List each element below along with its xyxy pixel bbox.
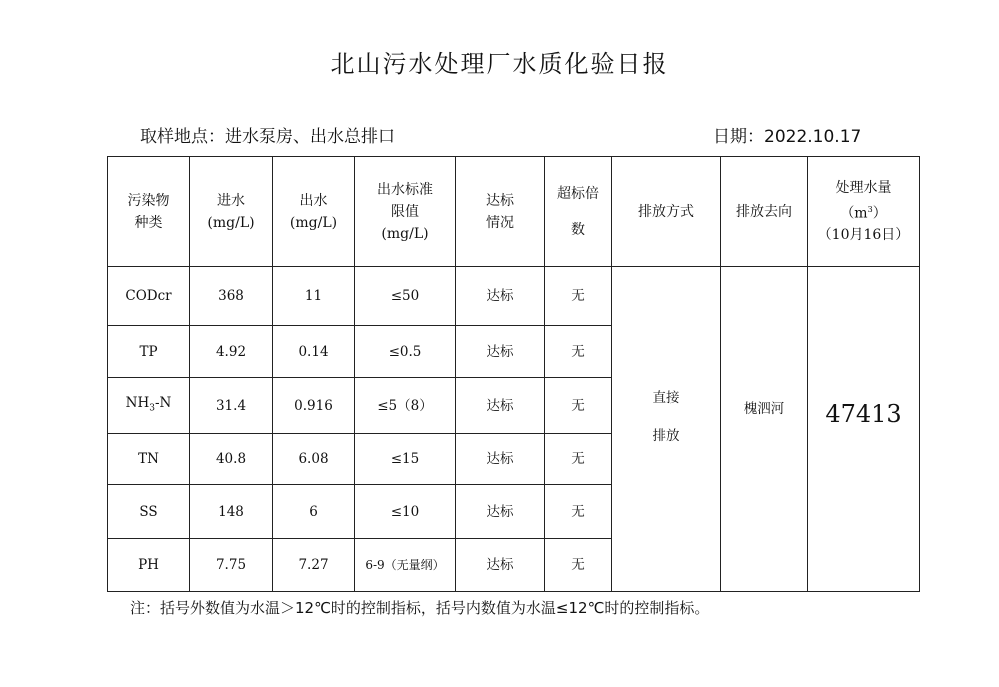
discharge-dest-cell [721, 267, 808, 592]
header-volume-unit-open: （m [840, 205, 868, 222]
header-limit-line2: 限值 [391, 203, 419, 220]
header-volume-unit-close: ） [872, 205, 887, 222]
exceed-cell: 无 [545, 378, 612, 434]
header-volume-line2 [808, 199, 919, 225]
pollutant-cell: PH [108, 539, 190, 592]
influent-cell: 148 [190, 485, 273, 539]
header-compliance [456, 157, 545, 267]
compliance-cell: 达标 [456, 539, 545, 592]
effluent-cell: 0.916 [273, 378, 355, 434]
exceed-cell: 无 [545, 539, 612, 592]
influent-cell: 31.4 [190, 378, 273, 434]
exceed-cell: 无 [545, 326, 612, 378]
exceed-cell: 无 [545, 434, 612, 485]
limit-cell: 6-9（无量纲） [355, 539, 456, 592]
header-influent [190, 157, 273, 267]
volume-cell [808, 267, 920, 592]
header-limit-line1: 出水标准 [377, 181, 433, 198]
pollutant-tail: -N [154, 394, 172, 411]
header-exceed-line1: 超标倍 [557, 185, 599, 202]
influent-cell: 40.8 [190, 434, 273, 485]
pollutant-cell [108, 378, 190, 434]
header-pollutant-line2: 种类 [134, 214, 163, 231]
sampling-location: 取样地点：进水泵房、出水总排口 [140, 127, 395, 147]
limit-cell: ≤15 [355, 434, 456, 485]
effluent-cell: 6 [273, 485, 355, 539]
table-row [108, 267, 920, 326]
discharge-method-cell [612, 267, 721, 592]
header-pollutant [108, 157, 190, 267]
limit-cell: ≤5（8） [355, 378, 456, 434]
effluent-cell: 0.14 [273, 326, 355, 378]
header-volume-unit-sup: 3 [867, 204, 873, 214]
effluent-cell: 11 [273, 267, 355, 326]
limit-cell: ≤50 [355, 267, 456, 326]
header-compliance-line1: 达标 [486, 192, 514, 209]
compliance-cell: 达标 [456, 434, 545, 485]
volume-value: 47413 [825, 400, 902, 428]
influent-cell: 7.75 [190, 539, 273, 592]
header-influent-line2: (mg/L) [207, 214, 255, 231]
report-date: 日期：2022.10.17 [713, 127, 862, 147]
pollutant-subscript: 3 [149, 403, 155, 414]
header-influent-line1: 进水 [217, 192, 245, 209]
compliance-cell: 达标 [456, 267, 545, 326]
header-volume-line1: 处理水量 [835, 179, 892, 196]
header-discharge-dest: 排放去向 [721, 157, 808, 267]
pollutant-cell: SS [108, 485, 190, 539]
table-header-row [108, 157, 920, 267]
effluent-cell: 7.27 [273, 539, 355, 592]
pollutant-cell: CODcr [108, 267, 190, 326]
exceed-cell: 无 [545, 485, 612, 539]
header-limit-line3: (mg/L) [381, 225, 429, 242]
compliance-cell: 达标 [456, 378, 545, 434]
discharge-dest-text: 槐泗河 [743, 401, 785, 417]
effluent-cell: 6.08 [273, 434, 355, 485]
header-exceed-line2: 数 [571, 221, 585, 238]
header-limit [355, 157, 456, 267]
header-effluent-line2: (mg/L) [289, 214, 338, 231]
footnote: 注：括号外数值为水温＞12℃时的控制指标，括号内数值为水温≤12℃时的控制指标。 [130, 599, 710, 617]
header-compliance-line2: 情况 [486, 214, 514, 231]
header-volume-line3: （10月16日） [817, 227, 910, 244]
header-pollutant-line1: 污染物 [127, 192, 170, 209]
header-effluent-line1: 出水 [299, 192, 328, 209]
influent-cell: 368 [190, 267, 273, 326]
influent-cell: 4.92 [190, 326, 273, 378]
pollutant-cell: TN [108, 434, 190, 485]
water-quality-table [107, 156, 920, 592]
discharge-method-line2: 排放 [652, 428, 680, 444]
header-discharge-method: 排放方式 [612, 157, 721, 267]
compliance-cell: 达标 [456, 326, 545, 378]
pollutant-main: NH [125, 394, 150, 411]
compliance-cell: 达标 [456, 485, 545, 539]
exceed-cell: 无 [545, 267, 612, 326]
limit-cell: ≤10 [355, 485, 456, 539]
pollutant-cell: TP [108, 326, 190, 378]
header-volume [808, 157, 920, 267]
header-effluent [273, 157, 355, 267]
discharge-method-line1: 直接 [652, 390, 680, 406]
header-exceed [545, 157, 612, 267]
limit-cell: ≤0.5 [355, 326, 456, 378]
report-title: 北山污水处理厂水质化验日报 [330, 50, 669, 78]
